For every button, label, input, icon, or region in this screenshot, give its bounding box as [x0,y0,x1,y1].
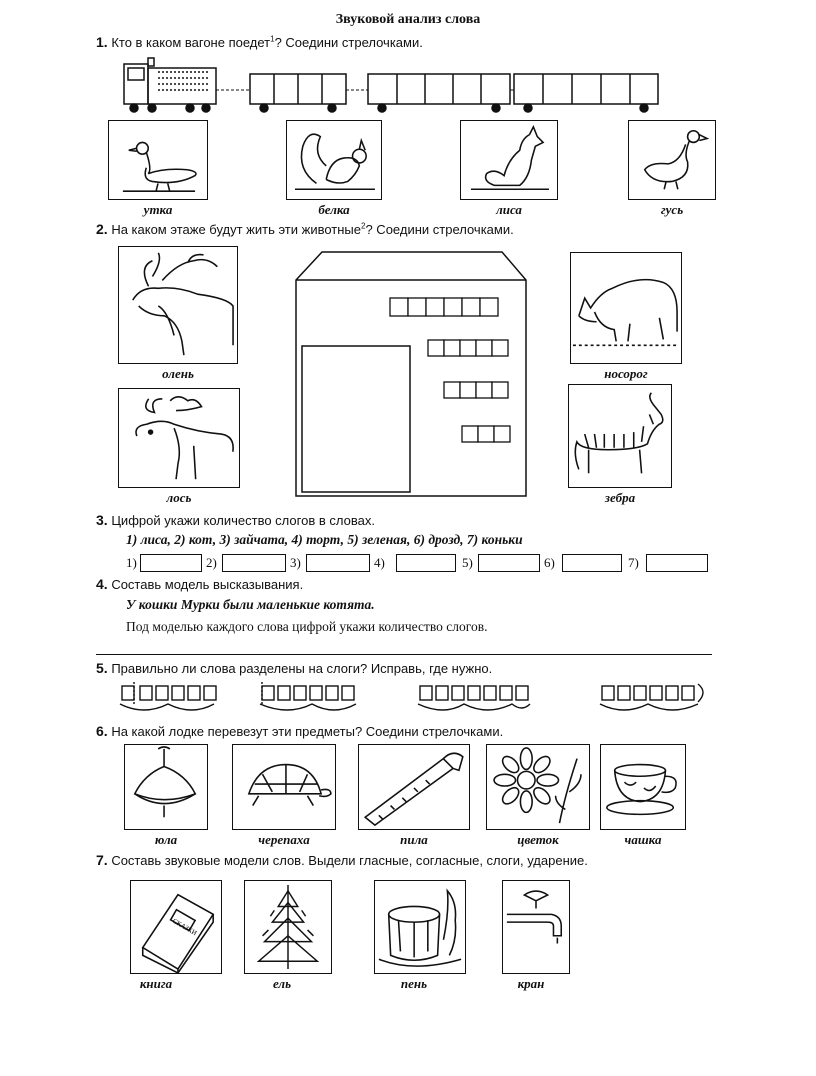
moose-label: лось [166,490,192,505]
turtle-icon [233,745,335,829]
task4-text: Составь модель высказывания. [111,577,304,592]
train-illustration [118,54,663,116]
task6-text: На какой лодке перевезут эти предметы? Соедини стрелочками. [111,724,504,739]
task2-footnote: 2 [361,221,366,231]
rhino-picture [570,252,682,364]
task4-number: 4. [96,576,108,592]
syllable-scheme-3 [418,686,530,710]
book-title: СКАЗКИ [171,917,198,938]
goose-icon [629,121,715,199]
task1-tail: ? Соедини стрелочками. [274,35,423,50]
syllable-label-3: 3) [290,555,301,570]
task2-number: 2. [96,221,108,237]
moose-icon [119,389,239,487]
stump-picture [374,880,466,974]
duck-label: утка [143,202,173,217]
stump-icon [375,881,465,973]
tap-label: кран [517,976,545,991]
deer-label: олень [162,366,194,381]
task4-answer-line[interactable] [96,654,712,655]
book-icon [131,881,221,973]
syllable-label-5: 5) [462,555,473,570]
syllable-label-2: 2) [206,555,217,570]
syllable-scheme-4 [600,684,703,710]
cup-label: чашка [624,832,662,847]
task6-number: 6. [96,723,108,739]
zebra-picture [568,384,672,488]
task2-text: На каком этаже будут жить эти животные [111,222,362,237]
house-door [302,346,410,492]
rhino-label: носорог [604,366,648,381]
syllable-answer-4[interactable] [396,554,456,572]
syllable-scheme-1 [120,682,216,710]
saw-icon [359,745,469,829]
deer-icon [119,247,237,363]
squirrel-icon [287,121,381,199]
task7-text: Составь звуковые модели слов. Выдели гласные, согласные, слоги, ударение. [111,853,588,868]
syllable-answer-3[interactable] [306,554,370,572]
squirrel-picture [286,120,382,200]
cup-icon [601,745,685,829]
locomotive [124,58,216,112]
deer-picture [118,246,238,364]
wagon-1 [250,74,346,112]
cup-picture [600,744,686,830]
flower-picture [486,744,590,830]
fir-tree-icon [245,881,331,973]
faucet-icon [503,881,569,973]
wagon-2 [368,74,510,112]
syllable-answer-6[interactable] [562,554,622,572]
goose-picture [628,120,716,200]
floor-5-windows [428,340,508,356]
saw-picture [358,744,470,830]
syllable-label-1: 1) [126,555,137,570]
duck-picture [108,120,208,200]
syllable-answer-1[interactable] [140,554,202,572]
task7-heading [96,852,588,868]
book-picture [130,880,222,974]
moose-picture [118,388,240,488]
task1-heading [96,34,423,50]
goose-label: гусь [660,202,684,217]
top-label: юла [154,832,178,847]
task5-text: Правильно ли слова разделены на слоги? Исправь, где нужно. [111,661,493,676]
syllable-label-4: 4) [374,555,385,570]
wagon-3 [514,74,658,112]
rhino-icon [571,253,681,363]
fir-picture [244,880,332,974]
syllable-label-7: 7) [628,555,639,570]
task1-number: 1. [96,34,108,50]
task3-number: 3. [96,512,108,528]
task1-text: Кто в каком вагоне поедет [111,35,271,50]
task3-text: Цифрой укажи количество слогов в словах. [111,513,375,528]
task2-heading [96,221,514,237]
task3-heading [96,512,375,528]
task5-heading [96,660,492,676]
fox-label: лиса [496,202,522,217]
top-picture [124,744,208,830]
house-outline [296,252,526,496]
spinning-top-icon [125,745,207,829]
stump-label: пень [400,976,428,991]
task4-heading [96,576,303,592]
zebra-label: зебра [604,490,636,505]
task1-footnote: 1 [270,34,275,44]
task5-number: 5. [96,660,108,676]
turtle-picture [232,744,336,830]
duck-icon [109,121,207,199]
fir-label: ель [272,976,292,991]
task7-number: 7. [96,852,108,868]
page-title: Звуковой анализ слова [335,12,481,27]
syllable-label-6: 6) [544,555,555,570]
squirrel-label: белка [318,202,350,217]
house-illustration [294,250,528,498]
flower-icon [487,745,589,829]
saw-label: пила [400,832,428,847]
turtle-label: черепаха [258,832,310,847]
syllable-schemes [118,682,718,722]
task4-instruction: Под моделью каждого слова цифрой укажи количество слогов. [126,619,488,634]
fox-icon [461,121,557,199]
task4-sentence: У кошки Мурки были маленькие котята. [126,597,375,612]
fox-picture [460,120,558,200]
floor-6-windows [390,298,498,316]
syllable-answer-7[interactable] [646,554,708,572]
task2-tail: ? Соедини стрелочками. [365,222,514,237]
floor-3-windows [462,426,510,442]
task6-heading [96,723,503,739]
syllable-scheme-2 [260,682,356,710]
syllable-answer-2[interactable] [222,554,286,572]
task3-words: 1) лиса, 2) кот, 3) зайчата, 4) торт, 5) зеленая, 6) дрозд, 7) коньки [126,532,523,547]
flower-label: цветок [517,832,559,847]
syllable-answer-5[interactable] [478,554,540,572]
tap-picture [502,880,570,974]
book-label: книга [139,976,173,991]
zebra-icon [569,385,671,487]
floor-4-windows [444,382,508,398]
